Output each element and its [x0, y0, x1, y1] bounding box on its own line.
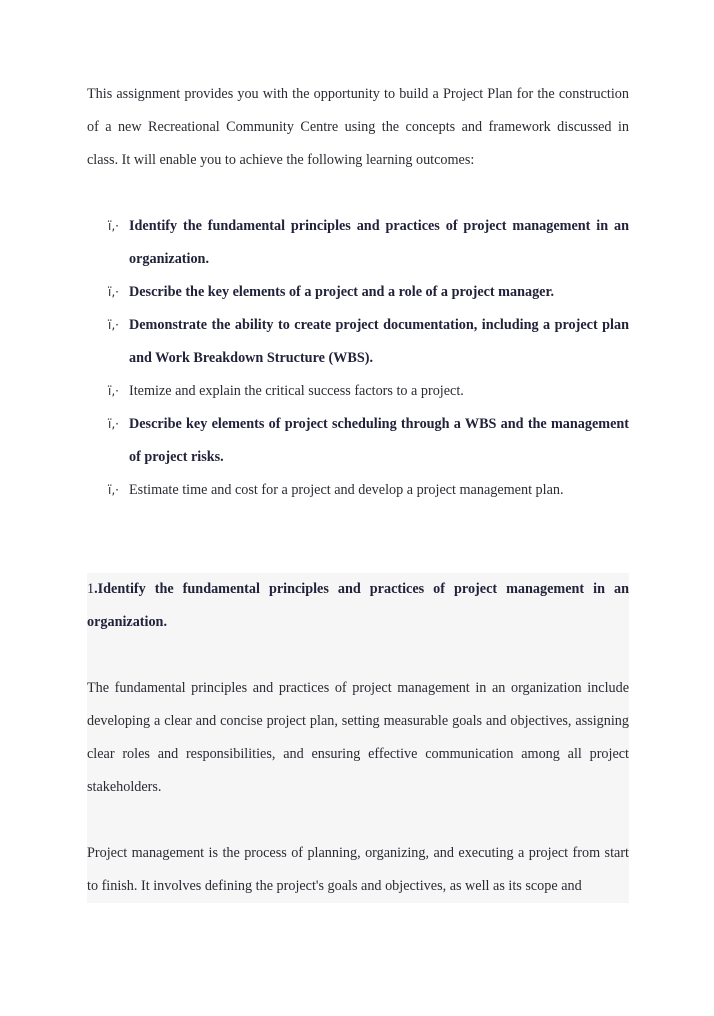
bullet-icon: ï‚· [108, 219, 119, 233]
outcome-text: Estimate time and cost for a project and develop a project management plan. [129, 482, 564, 498]
list-item [87, 210, 629, 276]
list-item [87, 276, 629, 309]
outcome-text: Describe the key elements of a project and a role of a project manager. [129, 284, 555, 300]
list-item [87, 375, 629, 408]
document-body [87, 78, 629, 903]
section-paragraph: The fundamental principles and practices of project management in an organization include developing a clear and concise project plan, setting measurable goals and objectives, assigning clear roles and responsibilities, and ensuring effective communication among all project stakeholders. [87, 680, 629, 795]
blank-line [87, 804, 629, 837]
outcome-text: Demonstrate the ability to create project documentation, including a project plan and Work Breakdown Structure (WBS). [129, 317, 629, 366]
learning-outcomes-list [87, 210, 629, 507]
intro-paragraph: This assignment provides you with the opportunity to build a Project Plan for the construction of a new Recreational Community Centre using the concepts and framework discussed in class. It will enable you to achieve the following learning outcomes: [87, 86, 629, 168]
section-spacer [87, 507, 629, 573]
section-number: 1 [87, 581, 95, 597]
bullet-icon: ï‚· [108, 483, 119, 497]
outcome-text: Itemize and explain the critical success factors to a project. [129, 383, 464, 399]
bullet-icon: ï‚· [108, 384, 119, 398]
section-block [87, 573, 629, 903]
section-heading-text: .Identify the fundamental principles and practices of project management in an organization. [87, 581, 629, 630]
list-item [87, 309, 629, 375]
bullet-icon: ï‚· [108, 285, 119, 299]
section-paragraph: Project management is the process of planning, organizing, and executing a project from start to finish. It involves defining the project's goals and objectives, as well as its scope and [87, 845, 629, 894]
section-heading [87, 573, 629, 639]
list-item [87, 474, 629, 507]
bullet-icon: ï‚· [108, 318, 119, 332]
outcome-text: Describe key elements of project scheduling through a WBS and the management of project risks. [129, 416, 629, 465]
outcome-text: Identify the fundamental principles and practices of project management in an organization. [129, 218, 629, 267]
bullet-icon: ï‚· [108, 417, 119, 431]
list-item [87, 408, 629, 474]
blank-line [87, 639, 629, 672]
